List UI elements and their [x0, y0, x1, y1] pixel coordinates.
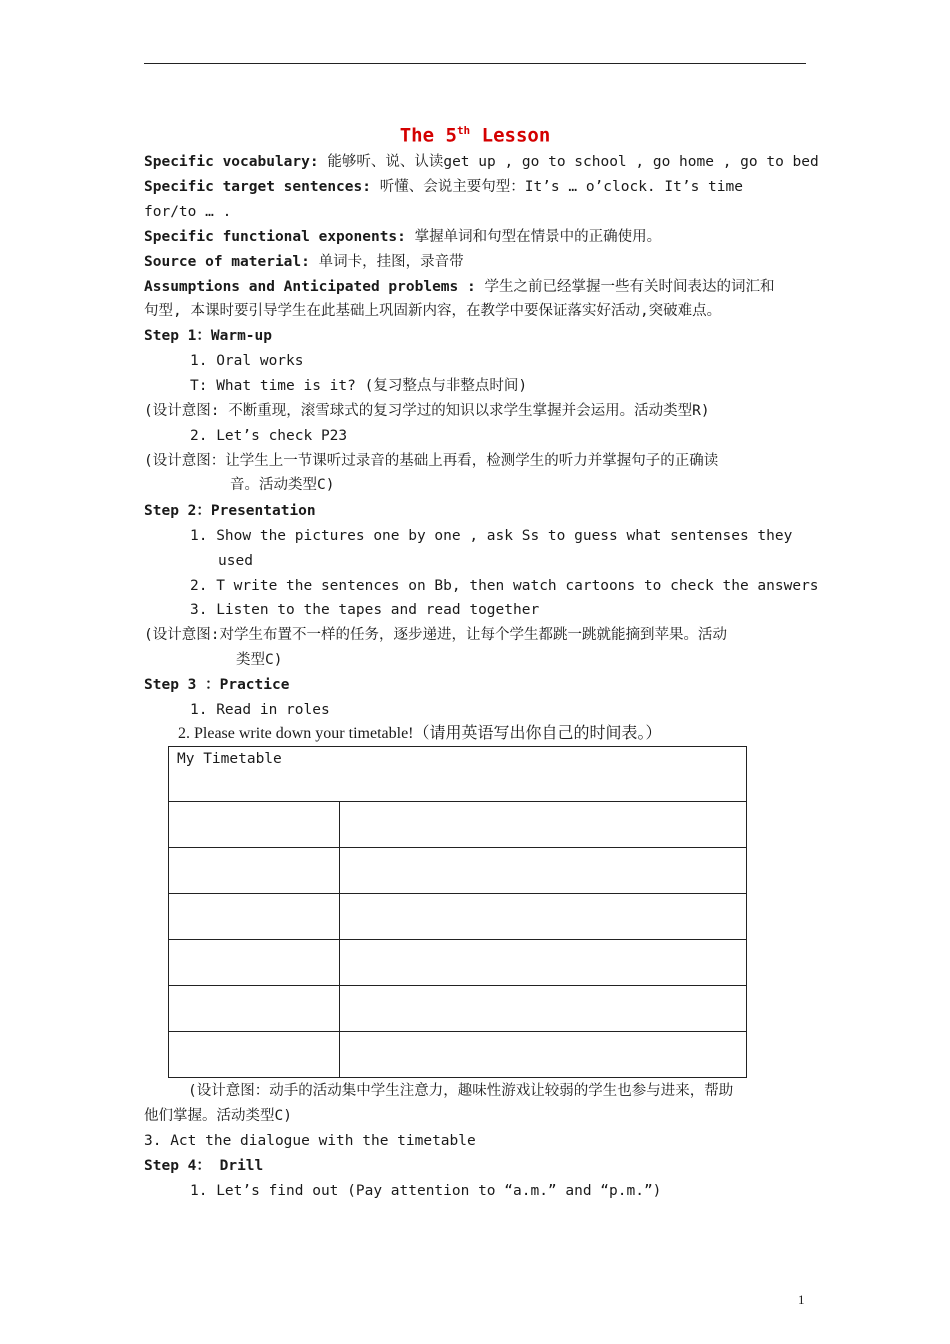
- timetable-row: [169, 848, 747, 894]
- timetable-cell[interactable]: [169, 986, 340, 1032]
- step2-item1-cont: used: [218, 553, 253, 569]
- step1-heading: Step 1：Warm-up: [144, 328, 272, 344]
- step1-note1: (设计意图: 不断重现，滚雪球式的复习学过的知识以求学生掌握并会运用。活动类型R): [144, 403, 710, 419]
- assumptions-line: [144, 277, 774, 297]
- header-rule: [144, 63, 806, 64]
- step2-item1: 1. Show the pictures one by one , ask Ss to guess what sentenses they: [190, 528, 793, 544]
- vocabulary-text: 能够听、说、认读get up , go to school , go home , go to bed: [318, 154, 819, 170]
- timetable-cell[interactable]: [340, 848, 747, 894]
- step1-item2: 2. Let’s check P23: [190, 428, 348, 444]
- step3-item3: 3. Act the dialogue with the timetable: [144, 1133, 476, 1149]
- material-label: Source of material:: [144, 254, 310, 270]
- timetable-cell[interactable]: [169, 848, 340, 894]
- exponents-label: Specific functional exponents:: [144, 229, 406, 245]
- step3-heading: Step 3 ：Practice: [144, 677, 290, 693]
- timetable-cell[interactable]: [169, 802, 340, 848]
- page-number: 1: [798, 1292, 805, 1307]
- timetable-header-row: [169, 747, 747, 802]
- timetable-row: [169, 802, 747, 848]
- timetable-cell[interactable]: [340, 802, 747, 848]
- timetable-row: [169, 986, 747, 1032]
- step4-heading: Step 4： Drill: [144, 1158, 264, 1174]
- timetable-cell[interactable]: [340, 894, 747, 940]
- timetable-row: [169, 1032, 747, 1078]
- step1-note2-cont: 音。活动类型C): [230, 477, 335, 493]
- step3-note: (设计意图：动手的活动集中学生注意力，趣味性游戏让较弱的学生也参与进来，帮助: [188, 1083, 734, 1099]
- material-line: [144, 252, 464, 272]
- timetable-cell[interactable]: [169, 940, 340, 986]
- step2-note-cont: 类型C): [236, 652, 283, 668]
- exponents-text: 掌握单词和句型在情景中的正确使用。: [405, 229, 662, 245]
- step3-item1: 1. Read in roles: [190, 702, 330, 718]
- step2-heading: Step 2：Presentation: [144, 503, 316, 519]
- assumptions-cont: 句型, 本课时要引导学生在此基础上巩固新内容，在教学中要保证落实好活动,突破难点。: [144, 303, 722, 319]
- timetable-row: [169, 894, 747, 940]
- sentences-cont: for/to … .: [144, 204, 232, 220]
- step4-item1: 1. Let’s find out (Pay attention to “a.m.” and “p.m.”): [190, 1183, 662, 1199]
- step1-note2: (设计意图：让学生上一节课听过录音的基础上再看，检测学生的听力并掌握句子的正确读: [144, 453, 719, 469]
- step3-note-cont: 他们掌握。活动类型C): [144, 1108, 292, 1124]
- exponents-line: [144, 227, 661, 247]
- timetable-cell[interactable]: [340, 1032, 747, 1078]
- material-text: 单词卡，挂图，录音带: [309, 254, 464, 270]
- step1-item1-sub: T: What time is it? (复习整点与非整点时间): [190, 378, 528, 394]
- sentences-line: [144, 177, 743, 197]
- step3-item2: 2. Please write down your timetable!（请用英语写出你自己的时间表。）: [178, 725, 662, 742]
- timetable: [168, 746, 747, 1078]
- assumptions-label: Assumptions and Anticipated problems :: [144, 279, 476, 295]
- timetable-cell[interactable]: [340, 940, 747, 986]
- sentences-label: Specific target sentences:: [144, 179, 371, 195]
- vocabulary-line: [144, 152, 819, 172]
- timetable-cell[interactable]: [340, 986, 747, 1032]
- step2-item3: 3. Listen to the tapes and read together: [190, 602, 540, 618]
- step1-item1: 1. Oral works: [190, 353, 304, 369]
- timetable-cell[interactable]: [169, 894, 340, 940]
- step2-item2: 2. T write the sentences on Bb, then watch cartoons to check the answers: [190, 578, 819, 594]
- vocabulary-label: Specific vocabulary:: [144, 154, 319, 170]
- sentences-text: 听懂、会说主要句型：It’s … o’clock. It’s time: [370, 179, 743, 195]
- lesson-title: The 5th Lesson: [399, 124, 551, 147]
- timetable-header: My Timetable: [169, 747, 747, 802]
- assumptions-text: 学生之前已经掌握一些有关时间表达的词汇和: [475, 279, 775, 295]
- timetable-cell[interactable]: [169, 1032, 340, 1078]
- step2-note: (设计意图:对学生布置不一样的任务，逐步递进，让每个学生都跳一跳就能摘到苹果。活动: [144, 627, 727, 643]
- timetable-row: [169, 940, 747, 986]
